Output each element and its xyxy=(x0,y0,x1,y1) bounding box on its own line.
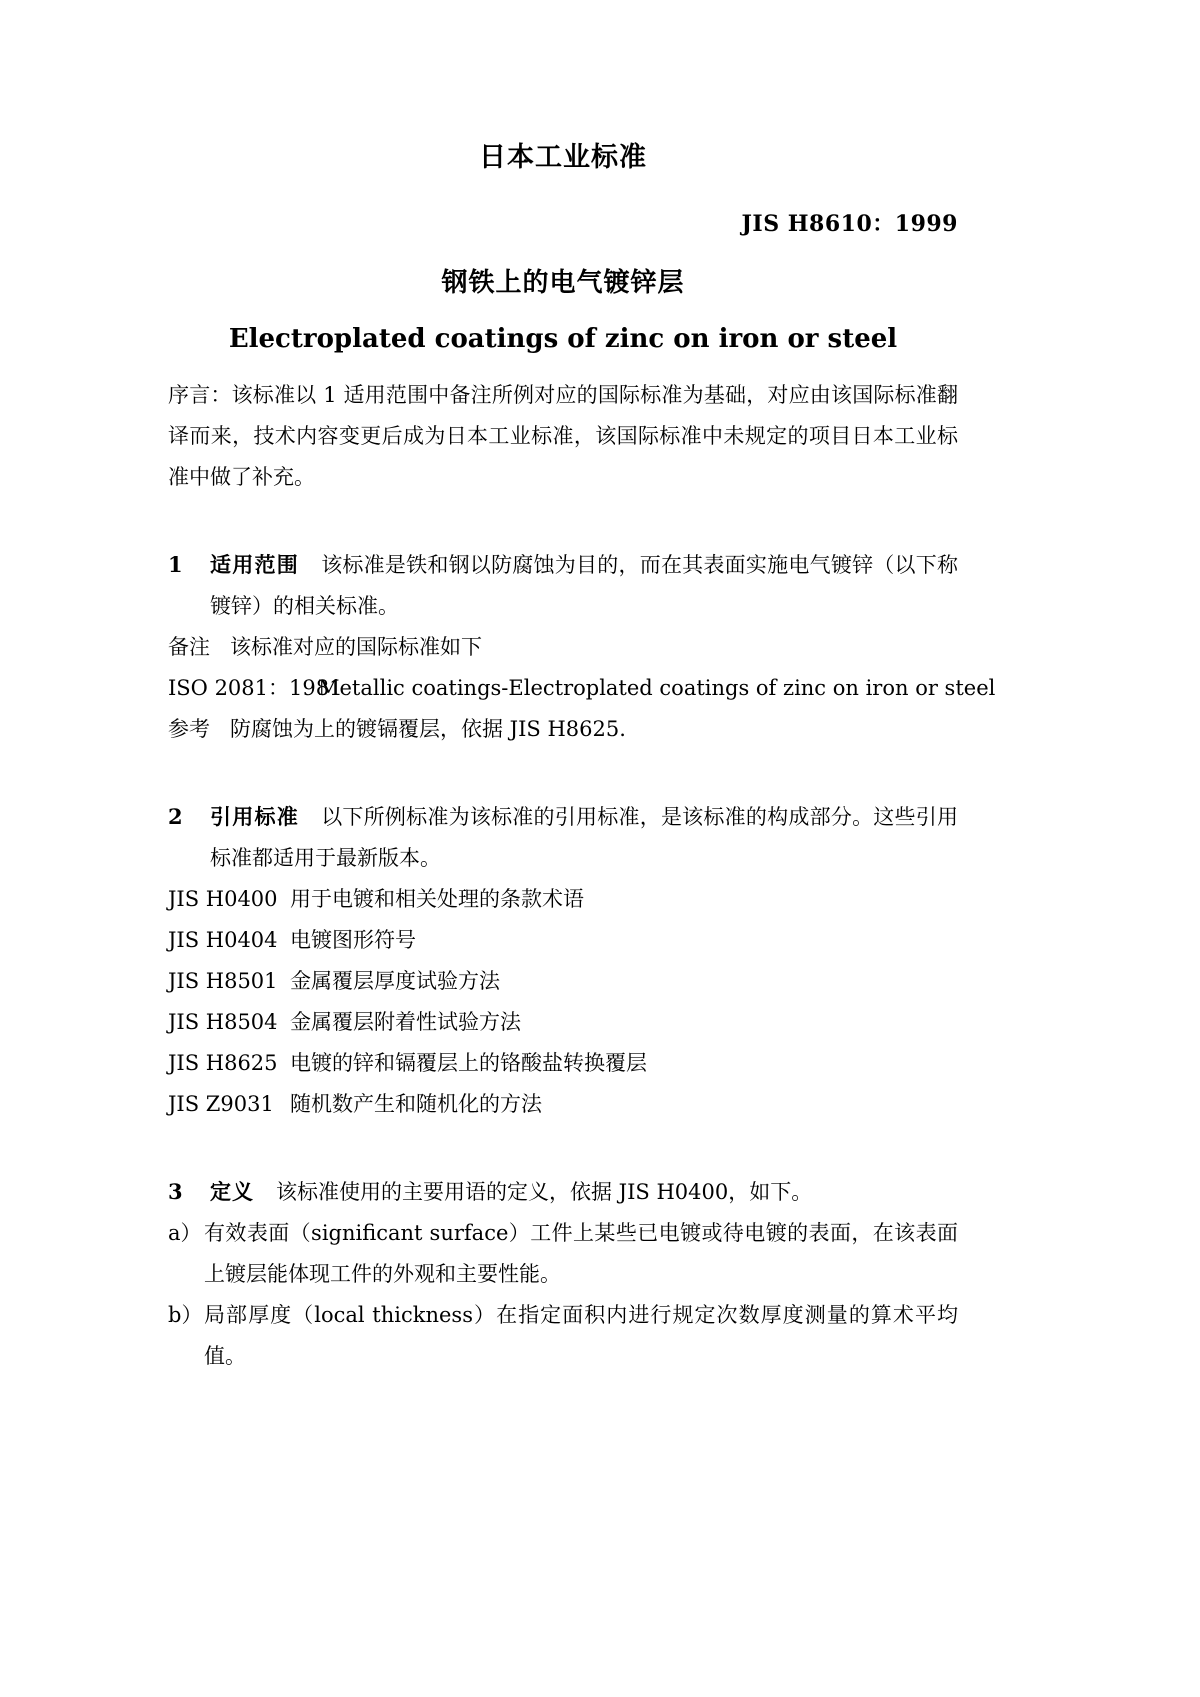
jis-reference-item xyxy=(168,1002,958,1043)
definition-marker-a: a） xyxy=(168,1220,202,1245)
document-title-english: Electroplated coatings of zinc on iron or steel xyxy=(228,323,898,354)
reference-note-line xyxy=(168,709,958,750)
definition-marker-b: b） xyxy=(168,1302,203,1327)
jis-reference-item xyxy=(168,961,958,1002)
reference-note-label: 参考 xyxy=(168,716,210,741)
jis-reference-title: 电镀的锌和镉覆层上的铬酸盐转换覆层 xyxy=(290,1050,647,1075)
jis-reference-code: JIS Z9031 xyxy=(168,1091,274,1116)
iso-reference-title: Metallic coatings-Electroplated coatings of zinc on iron or steel xyxy=(318,675,996,700)
jis-reference-code: JIS H8625 xyxy=(168,1050,278,1075)
definition-item-a xyxy=(168,1213,958,1295)
jis-reference-title: 电镀图形符号 xyxy=(290,927,416,952)
section-2-body: 以下所例标准为该标准的引用标准，是该标准的构成部分。这些引用标准都适用于最新版本。 xyxy=(210,804,959,870)
jis-reference-item xyxy=(168,920,958,961)
jis-reference-title: 用于电镀和相关处理的条款术语 xyxy=(290,886,584,911)
jis-reference-item xyxy=(168,1084,958,1125)
spacer xyxy=(168,1125,958,1171)
note-text: 该标准对应的国际标准如下 xyxy=(230,634,482,659)
section-3-number: 3 xyxy=(168,1178,183,1204)
section-1-heading: 适用范围 xyxy=(210,551,299,577)
jis-reference-code: JIS H8501 xyxy=(168,968,278,993)
reference-note-text: 防腐蚀为上的镀镉覆层，依据 JIS H8625. xyxy=(230,716,626,741)
jis-reference-code: JIS H0404 xyxy=(168,927,278,952)
note-line xyxy=(168,627,958,668)
jis-reference-code: JIS H0400 xyxy=(168,886,278,911)
jis-reference-title: 随机数产生和随机化的方法 xyxy=(290,1091,542,1116)
iso-reference-code: ISO 2081：1981 xyxy=(168,675,343,700)
note-label: 备注 xyxy=(168,634,210,659)
definition-item-b xyxy=(168,1295,958,1377)
section-2-heading: 引用标准 xyxy=(210,803,299,829)
section-3-heading: 定义 xyxy=(210,1178,254,1204)
jis-reference-title: 金属覆层附着性试验方法 xyxy=(290,1009,521,1034)
iso-reference-line xyxy=(168,668,996,709)
document-header-title: 日本工业标准 xyxy=(479,142,647,173)
spacer xyxy=(168,498,958,544)
document-title-chinese: 钢铁上的电气镀锌层 xyxy=(441,268,685,299)
section-1-body: 该标准是铁和钢以防腐蚀为目的，而在其表面实施电气镀锌（以下称镀锌）的相关标准。 xyxy=(210,552,959,618)
jis-reference-title: 金属覆层厚度试验方法 xyxy=(290,968,500,993)
jis-reference-code: JIS H8504 xyxy=(168,1009,278,1034)
section-3-body: 该标准使用的主要用语的定义，依据 JIS H0400，如下。 xyxy=(276,1179,813,1204)
section-1-number: 1 xyxy=(168,551,183,577)
document-content xyxy=(168,0,996,1377)
spacer xyxy=(168,750,958,796)
section-1-scope xyxy=(168,544,958,627)
jis-reference-item xyxy=(168,879,958,920)
section-2-number: 2 xyxy=(168,803,183,829)
definition-text-b: 局部厚度（local thickness）在指定面积内进行规定次数厚度测量的算术平均值。 xyxy=(204,1302,958,1368)
jis-reference-item xyxy=(168,1043,958,1084)
standard-number: JIS H8610：1999 xyxy=(741,211,958,238)
section-2-normative-references xyxy=(168,796,958,879)
definition-text-a: 有效表面（significant surface）工件上某些已电镀或待电镀的表面，在该表面上镀层能体现工件的外观和主要性能。 xyxy=(204,1220,958,1286)
section-3-definitions xyxy=(168,1171,958,1213)
preface-paragraph: 序言：该标准以 1 适用范围中备注所例对应的国际标准为基础，对应由该国际标准翻译而来，技术内容变更后成为日本工业标准，该国际标准中未规定的项目日本工业标准中做了补充。 xyxy=(168,382,958,489)
